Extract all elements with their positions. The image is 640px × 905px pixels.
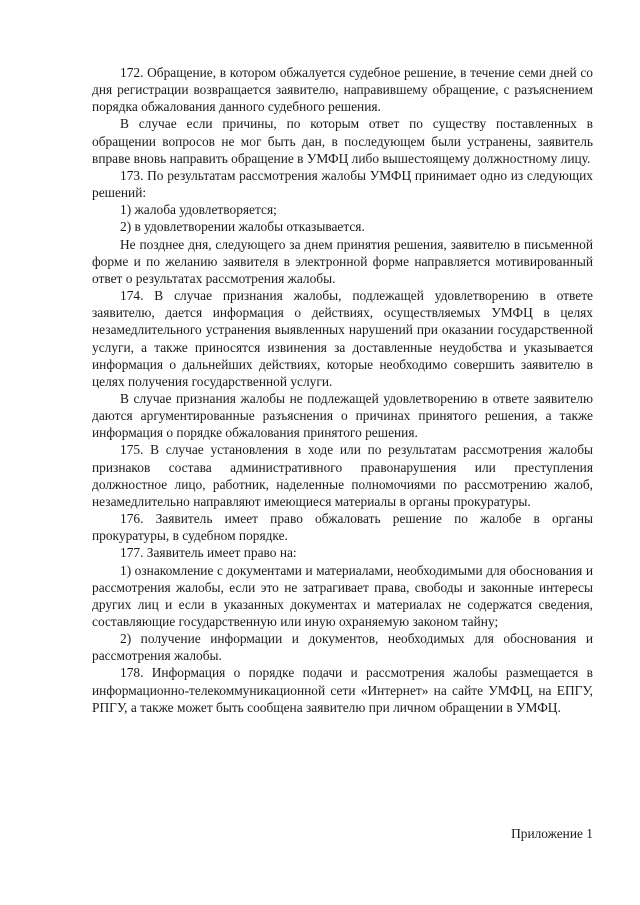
paragraph-175: 175. В случае установления в ходе или по результатам рассмотрения жалобы признаков состава административного правонарушения или преступления должностное лицо, работник, наделенные полномочиями по рассмотрению жалоб, незамедлительно направляют имеющиеся материалы в органы прокуратуры. — [92, 442, 593, 509]
list-item-177-1: 1) ознакомление с документами и материалами, необходимыми для обоснования и рассмотрения жалобы, если это не затрагивает права, свободы и законные интересы других лиц и если в указанных документах и материалах не содержатся сведения, составляющие государственную или иную охраняемую законом тайну; — [92, 562, 593, 629]
list-item-173-2: 2) в удовлетворении жалобы отказывается. — [120, 219, 365, 235]
list-item-177-2: 2) получение информации и документов, необходимых для обоснования и рассмотрения жалобы. — [92, 631, 593, 664]
paragraph-174: 174. В случае признания жалобы, подлежащей удовлетворению в ответе заявителю, дается информация о действиях, осуществляемых УМФЦ в целях незамедлительного устранения выявленных нарушений при оказании государственной услуги, а также приносятся извинения за доставленные неудобства и указывается информация о дальнейших действиях, которые необходимо совершить заявителю в целях получения государственной услуги. — [92, 288, 593, 389]
list-item-173-1: 1) жалоба удовлетворяется; — [120, 202, 277, 218]
paragraph-173-response: Не позднее дня, следующего за днем принятия решения, заявителю в письменной форме и по желанию заявителя в электронной форме направляется мотивированный ответ о результатах рассмотрения жалобы. — [92, 236, 593, 286]
paragraph-173: 173. По результатам рассмотрения жалобы УМФЦ принимает одно из следующих решений: — [92, 167, 593, 201]
document-body — [92, 64, 593, 716]
paragraph-176: 176. Заявитель имеет право обжаловать решение по жалобе в органы прокуратуры, в судебном порядке. — [92, 511, 593, 544]
paragraph-178: 178. Информация о порядке подачи и рассмотрения жалобы размещается в информационно-телекоммуникационной сети «Интернет» на сайте УМФЦ, на ЕПГУ, РПГУ, а также может быть сообщена заявителю при личном обращении в УМФЦ. — [92, 665, 593, 715]
paragraph-172-repeat: В случае если причины, по которым ответ по существу поставленных в обращении вопросов не мог быть дан, в последующем были устранены, заявитель вправе вновь направить обращение в УМФЦ либо вышестоящему должностному лицу. — [92, 116, 593, 166]
paragraph-174-rejection: В случае признания жалобы не подлежащей удовлетворению в ответе заявителю даются аргументированные разъяснения о причинах принятого решения, а также информация о порядке обжалования принятого решения. — [92, 390, 593, 441]
paragraph-172: 172. Обращение, в котором обжалуется судебное решение, в течение семи дней со дня регистрации возвращается заявителю, направившему обращение, с разъяснением порядка обжалования данного судебного решения. — [92, 65, 593, 115]
paragraph-177: 177. Заявитель имеет право на: — [120, 545, 297, 561]
appendix-label: Приложение 1 — [511, 826, 593, 841]
